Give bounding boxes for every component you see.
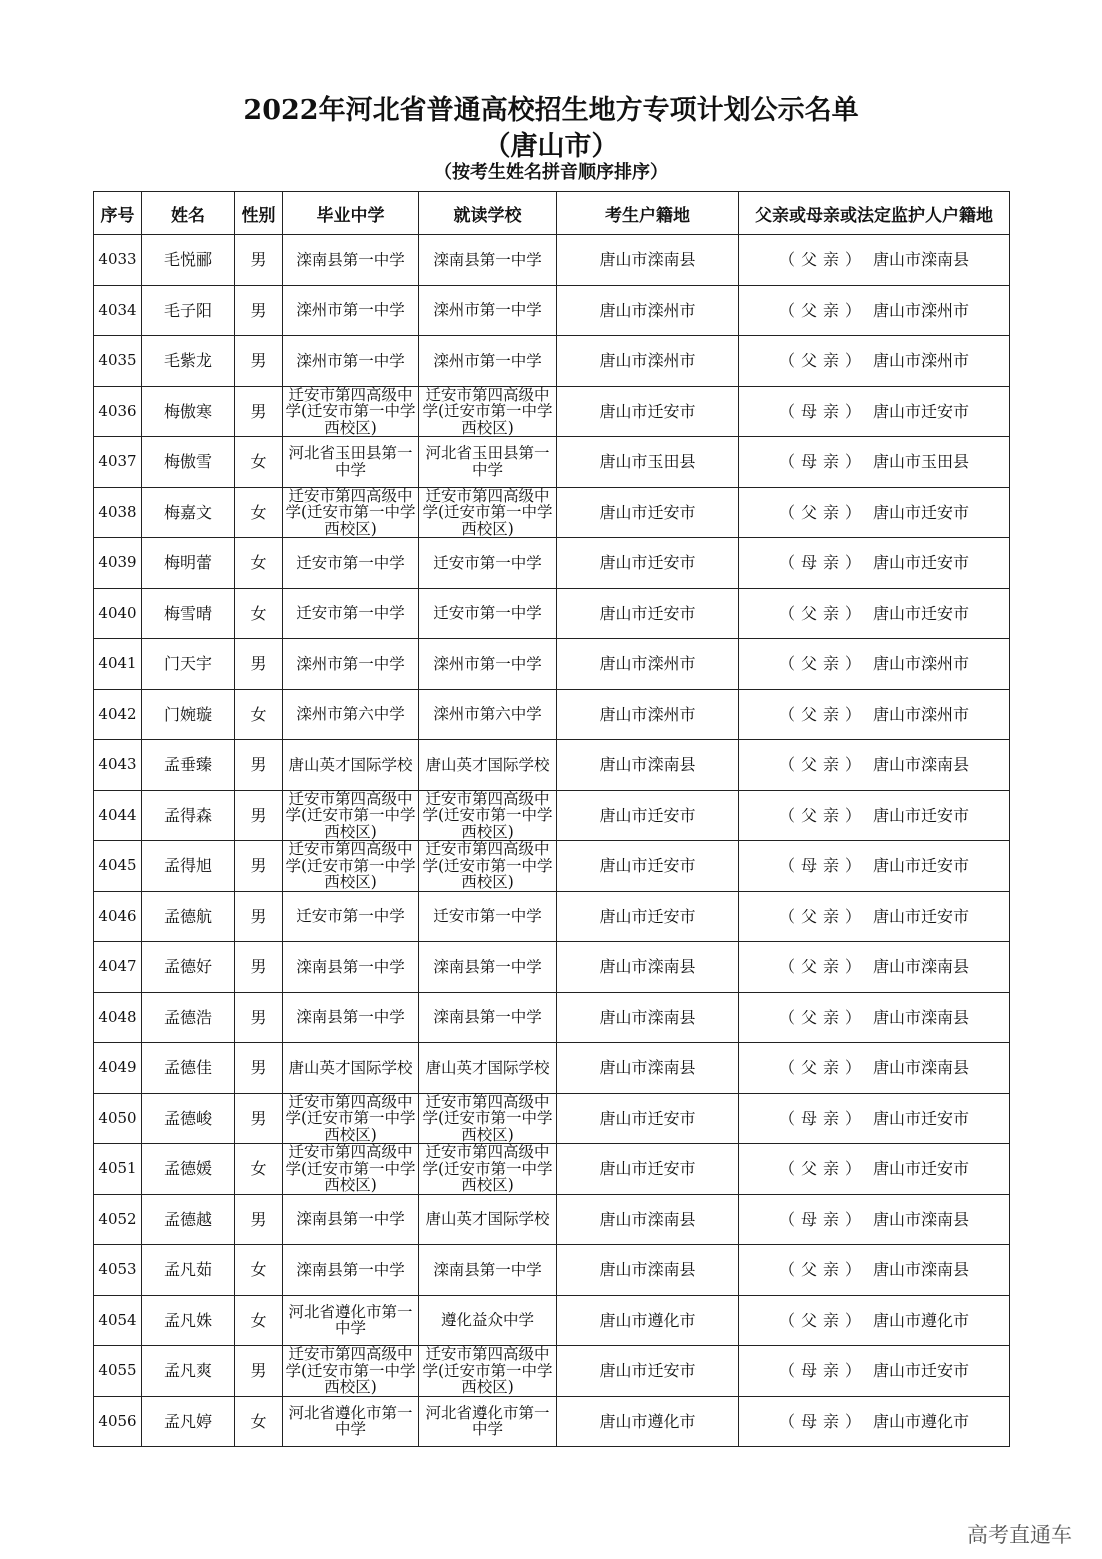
- cell-name: 孟凡姝: [142, 1295, 235, 1346]
- cell-index: 4050: [94, 1093, 142, 1144]
- cell-name: 孟德浩: [142, 992, 235, 1043]
- guardian-relation: （母亲）: [778, 1361, 867, 1381]
- table-row: [94, 790, 1010, 841]
- cell-graduation-school: 迁安市第四高级中学(迁安市第一中学西校区): [283, 1346, 419, 1397]
- guardian-relation: （父亲）: [778, 1007, 867, 1027]
- cell-current-school: 唐山英才国际学校: [419, 740, 557, 791]
- cell-student-hukou: 唐山市滦南县: [557, 992, 739, 1043]
- table-row: [94, 639, 1010, 690]
- cell-current-school: 河北省遵化市第一中学: [419, 1396, 557, 1447]
- table-row: [94, 992, 1010, 1043]
- guardian-hukou-location: 唐山市滦南县: [873, 755, 970, 775]
- cell-gender: 男: [235, 740, 283, 791]
- guardian-relation: （父亲）: [778, 351, 867, 371]
- cell-gender: 男: [235, 790, 283, 841]
- cell-index: 4053: [94, 1245, 142, 1296]
- guardian-hukou-location: 唐山市遵化市: [873, 1310, 970, 1330]
- header-guardian-hukou: 父亲或母亲或法定监护人户籍地: [739, 192, 1010, 235]
- cell-index: 4043: [94, 740, 142, 791]
- guardian-relation: （父亲）: [778, 704, 867, 724]
- cell-graduation-school: 迁安市第四高级中学(迁安市第一中学西校区): [283, 487, 419, 538]
- table-row: [94, 1043, 1010, 1094]
- cell-graduation-school: 迁安市第四高级中学(迁安市第一中学西校区): [283, 1144, 419, 1195]
- cell-guardian-hukou: [739, 437, 1010, 488]
- cell-gender: 女: [235, 1144, 283, 1195]
- cell-student-hukou: 唐山市迁安市: [557, 790, 739, 841]
- cell-graduation-school: 河北省遵化市第一中学: [283, 1295, 419, 1346]
- cell-gender: 男: [235, 841, 283, 892]
- cell-graduation-school: 滦南县第一中学: [283, 942, 419, 993]
- table-row: [94, 285, 1010, 336]
- cell-name: 梅雪晴: [142, 588, 235, 639]
- cell-index: 4051: [94, 1144, 142, 1195]
- cell-name: 孟德越: [142, 1194, 235, 1245]
- cell-index: 4034: [94, 285, 142, 336]
- cell-current-school: 滦州市第一中学: [419, 285, 557, 336]
- cell-index: 4042: [94, 689, 142, 740]
- cell-index: 4040: [94, 588, 142, 639]
- cell-name: 孟凡茹: [142, 1245, 235, 1296]
- table-row: [94, 740, 1010, 791]
- cell-guardian-hukou: [739, 841, 1010, 892]
- guardian-hukou-location: 唐山市迁安市: [873, 805, 970, 825]
- cell-index: 4037: [94, 437, 142, 488]
- guardian-relation: （母亲）: [778, 1108, 867, 1128]
- cell-student-hukou: 唐山市迁安市: [557, 1093, 739, 1144]
- cell-student-hukou: 唐山市迁安市: [557, 841, 739, 892]
- cell-index: 4041: [94, 639, 142, 690]
- cell-guardian-hukou: [739, 487, 1010, 538]
- cell-gender: 女: [235, 487, 283, 538]
- cell-name: 孟德佳: [142, 1043, 235, 1094]
- guardian-relation: （父亲）: [778, 1058, 867, 1078]
- guardian-relation: （父亲）: [778, 906, 867, 926]
- table-row: [94, 1295, 1010, 1346]
- cell-graduation-school: 迁安市第一中学: [283, 891, 419, 942]
- guardian-hukou-location: 唐山市迁安市: [873, 1361, 970, 1381]
- cell-gender: 女: [235, 538, 283, 589]
- table-row: [94, 1093, 1010, 1144]
- cell-guardian-hukou: [739, 1194, 1010, 1245]
- table-row: [94, 487, 1010, 538]
- guardian-hukou-location: 唐山市滦南县: [873, 1058, 970, 1078]
- cell-name: 毛悦郦: [142, 235, 235, 286]
- cell-graduation-school: 迁安市第四高级中学(迁安市第一中学西校区): [283, 841, 419, 892]
- table-row: [94, 1144, 1010, 1195]
- cell-name: 门婉璇: [142, 689, 235, 740]
- cell-current-school: 滦南县第一中学: [419, 992, 557, 1043]
- guardian-hukou-location: 唐山市迁安市: [873, 856, 970, 876]
- cell-current-school: 唐山英才国际学校: [419, 1043, 557, 1094]
- document-sort-note: （按考生姓名拼音顺序排序）: [434, 162, 668, 183]
- cell-index: 4049: [94, 1043, 142, 1094]
- cell-guardian-hukou: [739, 1144, 1010, 1195]
- cell-index: 4048: [94, 992, 142, 1043]
- cell-current-school: 滦南县第一中学: [419, 1245, 557, 1296]
- cell-graduation-school: 迁安市第四高级中学(迁安市第一中学西校区): [283, 1093, 419, 1144]
- table-row: [94, 235, 1010, 286]
- document-subtitle: （唐山市）: [483, 131, 619, 162]
- table-row: [94, 336, 1010, 387]
- cell-current-school: 迁安市第四高级中学(迁安市第一中学西校区): [419, 1346, 557, 1397]
- cell-gender: 男: [235, 992, 283, 1043]
- cell-graduation-school: 迁安市第一中学: [283, 588, 419, 639]
- cell-index: 4047: [94, 942, 142, 993]
- cell-guardian-hukou: [739, 639, 1010, 690]
- table-row: [94, 689, 1010, 740]
- document-title: 2022年河北省普通高校招生地方专项计划公示名单: [243, 95, 859, 126]
- guardian-relation: （母亲）: [778, 856, 867, 876]
- table-row: [94, 386, 1010, 437]
- cell-gender: 男: [235, 1043, 283, 1094]
- table-row: [94, 891, 1010, 942]
- guardian-relation: （母亲）: [778, 401, 867, 421]
- cell-student-hukou: 唐山市迁安市: [557, 1346, 739, 1397]
- guardian-hukou-location: 唐山市滦州市: [873, 704, 970, 724]
- header-graduation-school: 毕业中学: [283, 192, 419, 235]
- guardian-hukou-location: 唐山市迁安市: [873, 603, 970, 623]
- cell-gender: 男: [235, 285, 283, 336]
- cell-name: 孟垂臻: [142, 740, 235, 791]
- cell-student-hukou: 唐山市滦南县: [557, 1194, 739, 1245]
- cell-index: 4038: [94, 487, 142, 538]
- watermark-text: 高考直通车: [967, 1523, 1072, 1547]
- cell-name: 孟德媛: [142, 1144, 235, 1195]
- cell-student-hukou: 唐山市滦南县: [557, 1245, 739, 1296]
- table-row: [94, 437, 1010, 488]
- cell-current-school: 迁安市第四高级中学(迁安市第一中学西校区): [419, 1093, 557, 1144]
- cell-current-school: 唐山英才国际学校: [419, 1194, 557, 1245]
- cell-name: 孟德峻: [142, 1093, 235, 1144]
- cell-graduation-school: 滦州市第六中学: [283, 689, 419, 740]
- guardian-hukou-location: 唐山市滦州市: [873, 654, 970, 674]
- cell-graduation-school: 迁安市第一中学: [283, 538, 419, 589]
- cell-guardian-hukou: [739, 235, 1010, 286]
- guardian-relation: （父亲）: [778, 755, 867, 775]
- cell-gender: 女: [235, 437, 283, 488]
- cell-guardian-hukou: [739, 689, 1010, 740]
- guardian-relation: （父亲）: [778, 603, 867, 623]
- cell-student-hukou: 唐山市玉田县: [557, 437, 739, 488]
- cell-student-hukou: 唐山市滦州市: [557, 689, 739, 740]
- guardian-relation: （父亲）: [778, 805, 867, 825]
- cell-gender: 女: [235, 588, 283, 639]
- guardian-hukou-location: 唐山市滦州市: [873, 300, 970, 320]
- cell-student-hukou: 唐山市滦南县: [557, 235, 739, 286]
- cell-current-school: 滦南县第一中学: [419, 235, 557, 286]
- cell-gender: 男: [235, 891, 283, 942]
- cell-current-school: 迁安市第四高级中学(迁安市第一中学西校区): [419, 790, 557, 841]
- table-row: [94, 1396, 1010, 1447]
- guardian-hukou-location: 唐山市滦南县: [873, 250, 970, 270]
- guardian-hukou-location: 唐山市滦南县: [873, 1209, 970, 1229]
- table-row: [94, 841, 1010, 892]
- guardian-relation: （父亲）: [778, 957, 867, 977]
- cell-gender: 男: [235, 1346, 283, 1397]
- cell-guardian-hukou: [739, 336, 1010, 387]
- cell-index: 4055: [94, 1346, 142, 1397]
- cell-graduation-school: 滦南县第一中学: [283, 1245, 419, 1296]
- cell-graduation-school: 滦州市第一中学: [283, 285, 419, 336]
- cell-name: 梅嘉文: [142, 487, 235, 538]
- cell-index: 4039: [94, 538, 142, 589]
- cell-student-hukou: 唐山市滦州市: [557, 285, 739, 336]
- cell-student-hukou: 唐山市遵化市: [557, 1396, 739, 1447]
- cell-index: 4046: [94, 891, 142, 942]
- header-name: 姓名: [142, 192, 235, 235]
- guardian-relation: （母亲）: [778, 1411, 867, 1431]
- guardian-hukou-location: 唐山市迁安市: [873, 553, 970, 573]
- cell-student-hukou: 唐山市滦南县: [557, 740, 739, 791]
- cell-graduation-school: 滦州市第一中学: [283, 336, 419, 387]
- cell-student-hukou: 唐山市迁安市: [557, 538, 739, 589]
- guardian-hukou-location: 唐山市玉田县: [873, 452, 970, 472]
- cell-guardian-hukou: [739, 942, 1010, 993]
- cell-current-school: 滦南县第一中学: [419, 942, 557, 993]
- table-header-row: [94, 192, 1010, 235]
- cell-gender: 男: [235, 1194, 283, 1245]
- header-gender: 性别: [235, 192, 283, 235]
- cell-graduation-school: 唐山英才国际学校: [283, 1043, 419, 1094]
- table-row: [94, 538, 1010, 589]
- table-row: [94, 1194, 1010, 1245]
- cell-graduation-school: 滦南县第一中学: [283, 235, 419, 286]
- cell-gender: 男: [235, 639, 283, 690]
- cell-student-hukou: 唐山市迁安市: [557, 588, 739, 639]
- cell-student-hukou: 唐山市迁安市: [557, 386, 739, 437]
- admission-list-table: [93, 191, 1010, 1447]
- guardian-hukou-location: 唐山市滦南县: [873, 1007, 970, 1027]
- cell-name: 梅傲寒: [142, 386, 235, 437]
- cell-gender: 男: [235, 386, 283, 437]
- cell-name: 孟得旭: [142, 841, 235, 892]
- cell-index: 4044: [94, 790, 142, 841]
- guardian-relation: （母亲）: [778, 452, 867, 472]
- cell-student-hukou: 唐山市滦南县: [557, 1043, 739, 1094]
- header-index: 序号: [94, 192, 142, 235]
- cell-graduation-school: 唐山英才国际学校: [283, 740, 419, 791]
- cell-guardian-hukou: [739, 588, 1010, 639]
- guardian-hukou-location: 唐山市滦南县: [873, 957, 970, 977]
- cell-gender: 男: [235, 942, 283, 993]
- cell-graduation-school: 滦南县第一中学: [283, 992, 419, 1043]
- cell-current-school: 迁安市第一中学: [419, 538, 557, 589]
- cell-student-hukou: 唐山市滦州市: [557, 336, 739, 387]
- cell-guardian-hukou: [739, 1245, 1010, 1296]
- header-current-school: 就读学校: [419, 192, 557, 235]
- cell-current-school: 遵化益众中学: [419, 1295, 557, 1346]
- cell-gender: 女: [235, 1396, 283, 1447]
- guardian-relation: （父亲）: [778, 1260, 867, 1280]
- guardian-hukou-location: 唐山市迁安市: [873, 1108, 970, 1128]
- cell-current-school: 滦州市第一中学: [419, 639, 557, 690]
- cell-gender: 男: [235, 1093, 283, 1144]
- cell-guardian-hukou: [739, 1043, 1010, 1094]
- table-row: [94, 1346, 1010, 1397]
- cell-guardian-hukou: [739, 992, 1010, 1043]
- table-row: [94, 588, 1010, 639]
- cell-graduation-school: 滦州市第一中学: [283, 639, 419, 690]
- cell-student-hukou: 唐山市滦南县: [557, 942, 739, 993]
- guardian-relation: （父亲）: [778, 300, 867, 320]
- header-student-hukou: 考生户籍地: [557, 192, 739, 235]
- guardian-hukou-location: 唐山市迁安市: [873, 906, 970, 926]
- cell-name: 梅傲雪: [142, 437, 235, 488]
- cell-current-school: 迁安市第一中学: [419, 891, 557, 942]
- guardian-hukou-location: 唐山市滦州市: [873, 351, 970, 371]
- cell-guardian-hukou: [739, 1295, 1010, 1346]
- cell-guardian-hukou: [739, 538, 1010, 589]
- guardian-relation: （母亲）: [778, 553, 867, 573]
- cell-current-school: 迁安市第一中学: [419, 588, 557, 639]
- cell-current-school: 河北省玉田县第一中学: [419, 437, 557, 488]
- cell-current-school: 迁安市第四高级中学(迁安市第一中学西校区): [419, 1144, 557, 1195]
- table-row: [94, 942, 1010, 993]
- guardian-relation: （父亲）: [778, 1310, 867, 1330]
- cell-student-hukou: 唐山市迁安市: [557, 891, 739, 942]
- cell-name: 孟德航: [142, 891, 235, 942]
- cell-name: 孟凡爽: [142, 1346, 235, 1397]
- cell-index: 4035: [94, 336, 142, 387]
- cell-student-hukou: 唐山市遵化市: [557, 1295, 739, 1346]
- cell-graduation-school: 迁安市第四高级中学(迁安市第一中学西校区): [283, 790, 419, 841]
- guardian-relation: （父亲）: [778, 654, 867, 674]
- cell-name: 孟德好: [142, 942, 235, 993]
- guardian-relation: （父亲）: [778, 1159, 867, 1179]
- cell-gender: 男: [235, 235, 283, 286]
- cell-index: 4054: [94, 1295, 142, 1346]
- cell-guardian-hukou: [739, 1346, 1010, 1397]
- cell-name: 毛紫龙: [142, 336, 235, 387]
- cell-current-school: 滦州市第一中学: [419, 336, 557, 387]
- cell-index: 4052: [94, 1194, 142, 1245]
- cell-student-hukou: 唐山市迁安市: [557, 1144, 739, 1195]
- cell-guardian-hukou: [739, 790, 1010, 841]
- cell-guardian-hukou: [739, 740, 1010, 791]
- cell-name: 毛子阳: [142, 285, 235, 336]
- cell-name: 孟得森: [142, 790, 235, 841]
- cell-student-hukou: 唐山市滦州市: [557, 639, 739, 690]
- cell-name: 梅明蕾: [142, 538, 235, 589]
- guardian-relation: （母亲）: [778, 1209, 867, 1229]
- guardian-relation: （父亲）: [778, 250, 867, 270]
- cell-current-school: 迁安市第四高级中学(迁安市第一中学西校区): [419, 386, 557, 437]
- guardian-hukou-location: 唐山市迁安市: [873, 401, 970, 421]
- cell-index: 4056: [94, 1396, 142, 1447]
- cell-graduation-school: 滦南县第一中学: [283, 1194, 419, 1245]
- cell-name: 孟凡婷: [142, 1396, 235, 1447]
- cell-index: 4033: [94, 235, 142, 286]
- cell-graduation-school: 河北省遵化市第一中学: [283, 1396, 419, 1447]
- guardian-hukou-location: 唐山市迁安市: [873, 502, 970, 522]
- cell-graduation-school: 河北省玉田县第一中学: [283, 437, 419, 488]
- cell-index: 4045: [94, 841, 142, 892]
- guardian-hukou-location: 唐山市迁安市: [873, 1159, 970, 1179]
- cell-student-hukou: 唐山市迁安市: [557, 487, 739, 538]
- cell-graduation-school: 迁安市第四高级中学(迁安市第一中学西校区): [283, 386, 419, 437]
- cell-current-school: 迁安市第四高级中学(迁安市第一中学西校区): [419, 487, 557, 538]
- cell-gender: 男: [235, 336, 283, 387]
- guardian-relation: （父亲）: [778, 502, 867, 522]
- guardian-hukou-location: 唐山市滦南县: [873, 1260, 970, 1280]
- cell-guardian-hukou: [739, 1396, 1010, 1447]
- cell-gender: 女: [235, 1245, 283, 1296]
- cell-name: 门天宇: [142, 639, 235, 690]
- cell-index: 4036: [94, 386, 142, 437]
- cell-guardian-hukou: [739, 1093, 1010, 1144]
- cell-guardian-hukou: [739, 285, 1010, 336]
- cell-gender: 女: [235, 689, 283, 740]
- cell-current-school: 迁安市第四高级中学(迁安市第一中学西校区): [419, 841, 557, 892]
- table-row: [94, 1245, 1010, 1296]
- guardian-hukou-location: 唐山市遵化市: [873, 1411, 970, 1431]
- cell-guardian-hukou: [739, 386, 1010, 437]
- cell-gender: 女: [235, 1295, 283, 1346]
- cell-current-school: 滦州市第六中学: [419, 689, 557, 740]
- cell-guardian-hukou: [739, 891, 1010, 942]
